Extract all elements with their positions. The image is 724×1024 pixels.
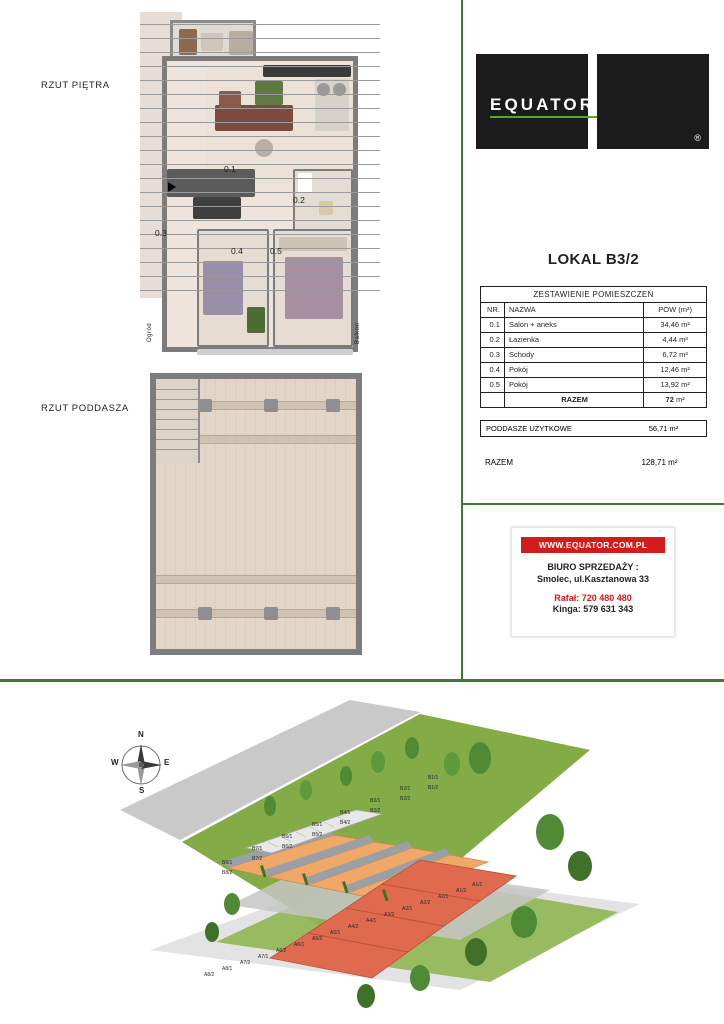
unit-label-b8-2: B8/2 xyxy=(222,870,233,876)
table-caption: ZESTAWIENIE POMIESZCZEŃ xyxy=(481,287,707,303)
grand-total-value: 128,71 m² xyxy=(641,458,678,467)
balcony-strip xyxy=(197,349,353,355)
total-spacer xyxy=(481,393,505,408)
rooms-table xyxy=(480,286,707,408)
attic-floor-label: RZUT PODDASZA xyxy=(41,403,129,414)
unit-label-b4-1: B4/1 xyxy=(340,810,351,816)
unit-label-b3-1: B3/1 xyxy=(370,798,381,804)
unit-label-a2-1: A2/1 xyxy=(438,894,449,900)
unit-label-a1-2: A1/2 xyxy=(456,888,467,894)
attic-post xyxy=(264,399,278,412)
unit-label-b1-1: B1/1 xyxy=(428,775,439,781)
upper-floor-plan xyxy=(140,12,380,362)
unit-label-b5-1: B5/1 xyxy=(312,822,323,828)
unit-label-b3-2: B3/2 xyxy=(370,808,381,814)
unit-label-b5-2: B5/2 xyxy=(312,832,323,838)
balcony-note: Balkon xyxy=(355,322,361,344)
unit-label-a6-1: A6/1 xyxy=(294,942,305,948)
attic-post xyxy=(264,607,278,620)
unit-label-a3-2: A3/2 xyxy=(384,912,395,918)
cell-nr: 0.5 xyxy=(481,378,505,393)
contact-phone-rafal[interactable]: Rafał: 720 480 480 xyxy=(554,593,632,603)
unit-label-b2-2: B2/2 xyxy=(400,796,411,802)
garden-note: Ogród xyxy=(147,322,153,342)
apartment-outline xyxy=(162,56,358,352)
room-number-05: 0.5 xyxy=(270,246,282,256)
unit-label-a5-2: A5/2 xyxy=(312,936,323,942)
attic-beam xyxy=(156,575,356,584)
cell-nr: 0.2 xyxy=(481,333,505,348)
logo-wordmark: EQUATOR xyxy=(490,95,596,114)
estate-rendering xyxy=(120,690,640,1020)
furniture-plant xyxy=(255,81,283,105)
header-nr: NR. xyxy=(481,303,505,318)
contact-card xyxy=(511,527,675,637)
attic-post xyxy=(198,607,212,620)
room-number-02: 0.2 xyxy=(293,195,305,205)
table-header-row xyxy=(481,303,707,318)
table-row xyxy=(481,378,707,393)
cell-name: Salon + aneks xyxy=(504,318,643,333)
grand-total-row xyxy=(480,454,707,471)
table-total-row xyxy=(481,393,707,408)
attic-area-row xyxy=(480,420,707,437)
contact-divider xyxy=(463,503,724,505)
unit-label-a8-2: A8/2 xyxy=(204,972,215,978)
sales-office-label: BIURO SPRZEDAŻY : xyxy=(547,562,639,572)
unit-label-b8-1: B8/1 xyxy=(222,860,233,866)
cell-pow: 4,44 m² xyxy=(644,333,707,348)
info-column xyxy=(463,0,724,681)
total-label: RAZEM xyxy=(504,393,643,408)
site-plan xyxy=(0,682,724,1024)
equator-logo xyxy=(476,54,709,149)
cell-nr: 0.3 xyxy=(481,348,505,363)
total-number: 72 xyxy=(665,395,674,404)
compass-south-label: S xyxy=(139,786,145,795)
unit-label-a1-1: A1/1 xyxy=(472,882,483,888)
unit-label-b7-2: B7/2 xyxy=(252,856,263,862)
unit-label-a5-1: A5/1 xyxy=(330,930,341,936)
unit-label-a8-1: A8/1 xyxy=(222,966,233,972)
compass-north-label: N xyxy=(138,730,144,739)
unit-label-b2-1: B2/1 xyxy=(400,786,411,792)
partition-wall-2 xyxy=(193,197,241,219)
bed-05 xyxy=(285,257,343,319)
upper-floor-label: RZUT PIĘTRA xyxy=(41,80,110,91)
page-title: LOKAL B3/2 xyxy=(547,251,640,268)
total-unit: m² xyxy=(675,395,685,404)
attic-post xyxy=(198,399,212,412)
terrace-box xyxy=(170,20,256,60)
cell-pow: 13,92 m² xyxy=(644,378,707,393)
cell-nr: 0.1 xyxy=(481,318,505,333)
unit-label-b7-1: B7/1 xyxy=(252,846,263,852)
cell-pow: 12,46 m² xyxy=(644,363,707,378)
unit-label-b6-2: B6/2 xyxy=(282,844,293,850)
logo-left-panel xyxy=(476,54,596,149)
table-row xyxy=(481,333,707,348)
attic-staircase xyxy=(156,379,200,463)
unit-label-b1-2: B1/2 xyxy=(428,785,439,791)
table-row xyxy=(481,318,707,333)
entrance-arrow-icon xyxy=(168,182,176,192)
unit-label-a7-1: A7/1 xyxy=(258,954,269,960)
cell-name: Pokój xyxy=(504,363,643,378)
bed-04 xyxy=(203,261,243,315)
registered-trademark-icon: ® xyxy=(694,133,701,143)
header-name: NAZWA xyxy=(504,303,643,318)
unit-label-a6-2: A6/2 xyxy=(276,948,287,954)
unit-label-b6-1: B6/1 xyxy=(282,834,293,840)
attic-post xyxy=(326,607,340,620)
room-number-04: 0.4 xyxy=(231,246,243,256)
compass-west-label: W xyxy=(111,758,119,767)
unit-label-a7-2: A7/2 xyxy=(240,960,251,966)
logo-right-panel xyxy=(597,54,709,149)
furniture-table xyxy=(201,33,223,51)
unit-label-a3-1: A3/1 xyxy=(402,906,413,912)
furniture-coffee-table xyxy=(255,139,273,157)
unit-label-b4-2: B4/2 xyxy=(340,820,351,826)
header-pow: POW (m²) xyxy=(644,303,707,318)
cell-nr: 0.4 xyxy=(481,363,505,378)
total-value xyxy=(644,393,707,408)
room-number-03: 0.3 xyxy=(155,228,167,238)
unit-label-a2-2: A2/2 xyxy=(420,900,431,906)
cell-name: Schody xyxy=(504,348,643,363)
bathroom-vanity xyxy=(319,201,333,215)
sales-office-address: Smolec, ul.Kasztanowa 33 xyxy=(536,574,650,584)
attic-area-label: PODDASZE UŻYTKOWE xyxy=(486,424,572,433)
website-link[interactable]: WWW.EQUATOR.COM.PL xyxy=(521,537,665,553)
table-caption-row xyxy=(481,287,707,303)
table-row xyxy=(481,348,707,363)
unit-label-a4-2: A4/2 xyxy=(348,924,359,930)
compass-east-label: E xyxy=(164,758,170,767)
cell-pow: 34,46 m² xyxy=(644,318,707,333)
cell-pow: 6,72 m² xyxy=(644,348,707,363)
unit-label-a4-1: A4/1 xyxy=(366,918,377,924)
contact-phone-kinga[interactable]: Kinga: 579 631 343 xyxy=(552,604,634,614)
attic-post xyxy=(326,399,340,412)
room-number-01: 0.1 xyxy=(224,164,236,174)
bathroom-tub xyxy=(298,173,312,193)
attic-area-value: 56,71 m² xyxy=(648,424,679,433)
cell-name: Łazienka xyxy=(504,333,643,348)
table-row xyxy=(481,363,707,378)
plant-04 xyxy=(247,307,265,333)
cell-name: Pokój xyxy=(504,378,643,393)
grand-total-label: RAZEM xyxy=(485,458,513,467)
attic-floor-plan xyxy=(150,373,362,655)
